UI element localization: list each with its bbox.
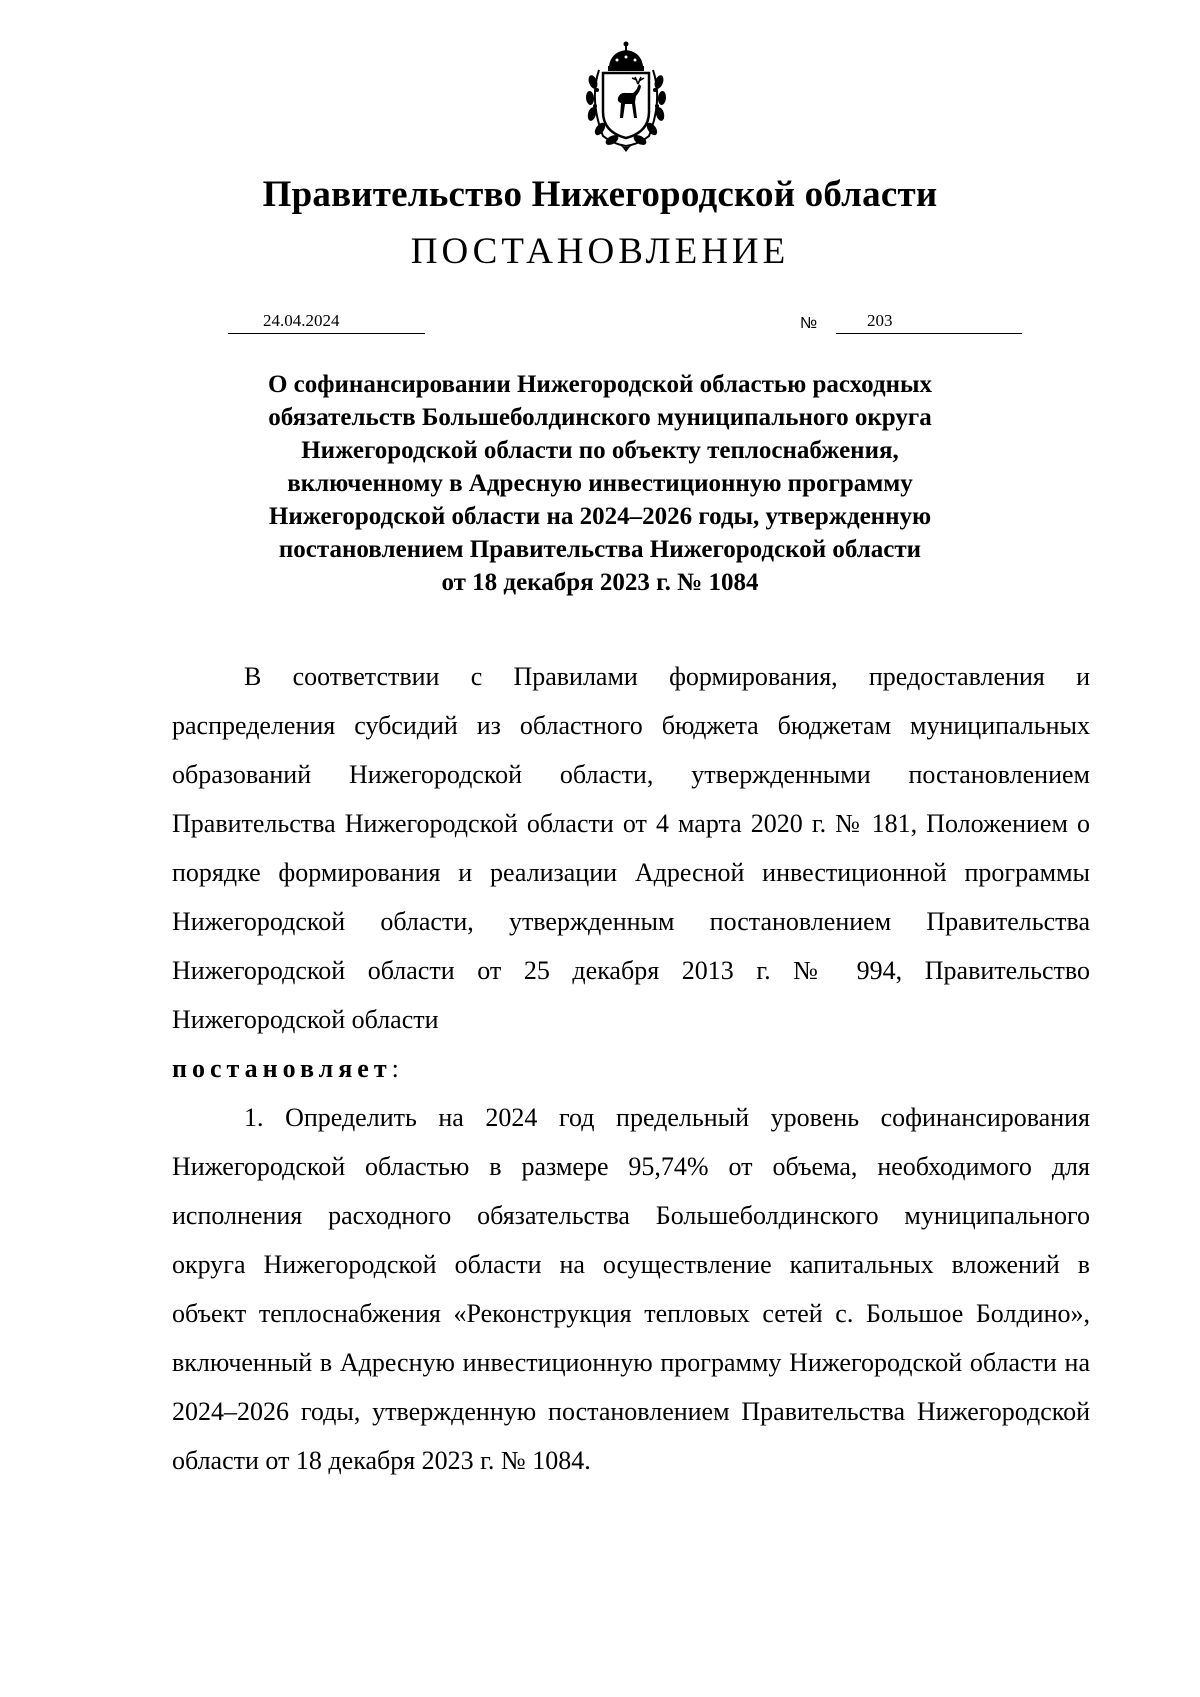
resolves-word: постановляет — [172, 1054, 392, 1083]
subject-line: постановлением Правительства Нижегородской области — [278, 536, 922, 563]
document-date-field — [228, 309, 425, 334]
subject-line: Нижегородской области на 2024–2026 годы, утвержденную — [268, 503, 932, 530]
document-number: 203 — [867, 311, 893, 330]
preamble-paragraph — [172, 652, 1090, 1044]
item-1-text: 1. Определить на 2024 год предельный уровень софинансирования Нижегородской областью в размере 95,74% от объема, необходимого для исполнения расходного обязательства Большеболдинского муниципального округа Нижегородской области на осуществление капитальных вложений в объект теплоснабжения «Реконструкция тепловых сетей с. Большое Болдино», включенный в Адресную инвестиционную программу Нижегородской области на 2024–2026 годы, утвержденную постановлением Правительства Нижегородской области от 18 декабря 2023 г. № 1084. — [172, 1103, 1090, 1475]
preamble-text: В соответствии с Правилами формирования, предоставления и распределения субсидий из областного бюджета бюджетам муниципальных образований Нижегородской области, утвержденными постановлением Правительства Нижегородской области от 4 марта 2020 г. № 181, Положением о порядке формирования и реализации Адресной инвестиционной программы Нижегородской области, утвержденным постановлением Правительства Нижегородской области от 25 декабря 2013 г. № 994, Правительство Нижегородской области — [172, 662, 1090, 1034]
document-subject — [170, 368, 1030, 599]
document-number-field — [836, 309, 1022, 334]
document-body — [172, 652, 1090, 1485]
number-sign: № — [800, 315, 818, 332]
nizhny-novgorod-coat-of-arms-icon — [573, 40, 679, 152]
document-type: ПОСТАНОВЛЕНИЕ — [410, 231, 790, 272]
resolves-line — [172, 1044, 1090, 1093]
government-title: Правительство Нижегородской области — [262, 174, 938, 215]
resolves-colon: : — [391, 1054, 399, 1083]
subject-line: Нижегородской области по объекту теплоснабжения, — [301, 437, 899, 464]
subject-line: обязательств Большеболдинского муниципального округа — [268, 404, 932, 431]
subject-line: О софинансировании Нижегородской областью расходных — [267, 371, 933, 398]
subject-line: от 18 декабря 2023 г. № 1084 — [441, 569, 759, 596]
document-date: 24.04.2024 — [263, 311, 340, 330]
item-1-paragraph — [172, 1093, 1090, 1485]
subject-line: включенному в Адресную инвестиционную программу — [287, 470, 913, 497]
